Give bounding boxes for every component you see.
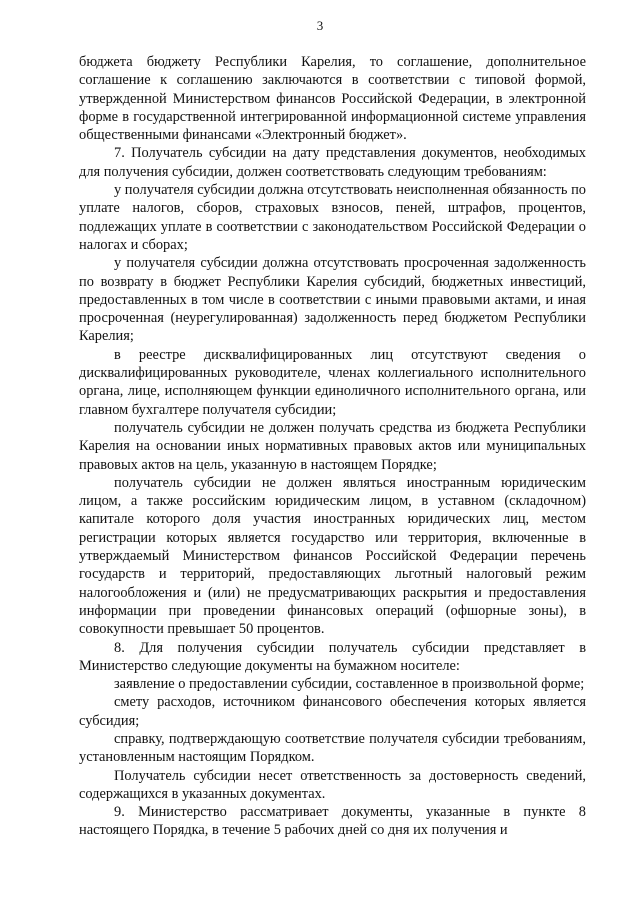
paragraph-item-8: 8. Для получения субсидии получатель субсидии представляет в Министерство следующие документы на бумажном носителе: [79, 639, 586, 674]
paragraph-continuation: бюджета бюджету Республики Карелия, то соглашение, дополнительное соглашение к соглашению заключаются в соответствии с типовой формой, утвержденной Министерством финансов Российской Федерации, в электронной форме в государственной интегрированной информационной системе управления общественными финансами «Электронный бюджет». [79, 54, 586, 144]
paragraph-item-9: 9. Министерство рассматривает документы, указанные в пункте 8 настоящего Порядка, в течение 5 рабочих дней со дня их получения и [79, 804, 586, 839]
paragraph-requirement-other-funds: получатель субсидии не должен получать средства из бюджета Республики Карелия на основании иных нормативных правовых актов или муниципальных правовых актов на цель, указанную в настоящем Порядке; [79, 419, 586, 473]
paragraph-doc-application: заявление о предоставлении субсидии, составленное в произвольной форме; [114, 676, 585, 693]
paragraph-requirement-taxes: у получателя субсидии должна отсутствовать неисполненная обязанность по уплате налогов, сборов, страховых взносов, пеней, штрафов, процентов, подлежащих уплате в соответствии с законодательством Российской Федерации о налогах и сборах; [79, 182, 586, 253]
page-number: 3 [316, 18, 324, 33]
paragraph-requirement-foreign: получатель субсидии не должен являться иностранным юридическим лицом, а также российским юридическим лицом, в уставном (складочном) капитале которого доля участия иностранных юридических лиц, местом регистрации которых является государство или территория, включенные в утверждаемый Министерством финансов Российской Федерации перечень государств и территорий, предоставляющих льготный налоговый режим налогообложения и (или) не предусматривающих раскрытия и предоставления информации при проведении финансовых операций (офшорные зоны), в совокупности превышает 50 процентов. [79, 474, 586, 638]
paragraph-requirement-disqualified: в реестре дисквалифицированных лиц отсутствуют сведения о дисквалифицированных руководителе, членах коллегиального исполнительного органа, лице, исполняющем функции единоличного исполнительного органа, или главном бухгалтере получателя субсидии; [79, 346, 586, 418]
paragraph-doc-estimate: смету расходов, источником финансового обеспечения которых является субсидия; [79, 694, 586, 729]
paragraph-responsibility: Получатель субсидии несет ответственность за достоверность сведений, содержащихся в указанных документах. [79, 767, 586, 802]
document-body [79, 53, 586, 840]
paragraph-requirement-debt: у получателя субсидии должна отсутствовать просроченная задолженность по возврату в бюджет Республики Карелия субсидий, бюджетных инвестиций, предоставленных в том числе в соответствии с иными правовыми актами, и иная просроченная (неурегулированная) задолженность перед бюджетом Республики Карелия; [79, 255, 586, 345]
paragraph-item-7: 7. Получатель субсидии на дату представления документов, необходимых для получения субсидии, должен соответствовать следующим требованиям: [79, 145, 586, 180]
paragraph-doc-certificate: справку, подтверждающую соответствие получателя субсидии требованиям, установленным настоящим Порядком. [79, 730, 586, 766]
